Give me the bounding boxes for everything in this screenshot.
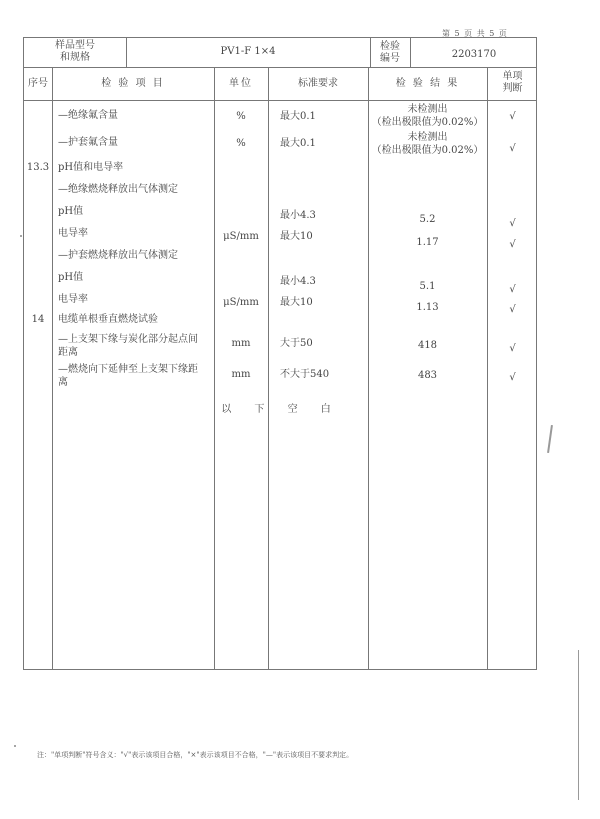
- row-9-item: 电导率: [58, 294, 88, 305]
- row-5-result: 5.2: [419, 214, 436, 225]
- row-1-judge: √: [509, 111, 516, 122]
- report-no-value: 2203170: [451, 49, 497, 60]
- row-3-item: pH值和电导率: [58, 162, 124, 173]
- row-6-standard: 最大10: [280, 231, 313, 242]
- row-2-result: 未检测出: [407, 132, 448, 143]
- row-6-result: 1.17: [416, 237, 439, 248]
- model-label-line1: 样品型号: [55, 40, 95, 51]
- row-12-unit: mm: [231, 369, 251, 380]
- report-no-label-line2: 编号: [380, 53, 400, 64]
- row-7-item: —护套燃烧释放出气体测定: [58, 250, 178, 261]
- row-9-judge: √: [509, 304, 516, 315]
- row-11-item-cont: 距离: [58, 347, 78, 358]
- row-8-item: pH值: [58, 272, 84, 283]
- model-label-line2: 和规格: [60, 52, 90, 63]
- row-9-standard: 最大10: [280, 297, 313, 308]
- model-value: PV1-F 1×4: [220, 46, 276, 57]
- row-8-judge: √: [509, 284, 516, 295]
- row-6-judge: √: [509, 239, 516, 250]
- blank-below-marker: 以 下 空 白: [221, 404, 341, 415]
- row-10-seq: 14: [31, 314, 45, 325]
- row-12-item-cont: 离: [58, 377, 68, 388]
- row-11-item: —上支架下缘与炭化部分起点间: [58, 334, 198, 345]
- report-no-label-line1: 检验: [380, 41, 400, 52]
- scan-mark: [547, 425, 553, 453]
- row-2-standard: 最大0.1: [280, 138, 316, 149]
- scan-speck: [14, 745, 16, 747]
- row-2-item: —护套氟含量: [58, 137, 118, 148]
- row-3-seq: 13.3: [26, 162, 50, 173]
- col-unit: 单位: [229, 78, 253, 89]
- row-12-item: —燃烧向下延伸至上支架下缘距: [58, 364, 198, 375]
- row-11-standard: 大于50: [280, 338, 313, 349]
- row-6-unit: μS/mm: [223, 231, 259, 242]
- row-1-result-detail: （检出极限值为0.02%）: [371, 117, 484, 128]
- footnote: 注："单项判断"符号含义："√"表示该项目合格，"×"表示该项目不合格，"—"表示该项目不要求判定。: [37, 751, 354, 759]
- scan-edge-line: [578, 650, 579, 800]
- row-1-item: —绝缘氟含量: [58, 110, 118, 121]
- row-8-result: 5.1: [419, 281, 436, 292]
- row-11-unit: mm: [231, 338, 251, 349]
- col-result: 检 验 结 果: [395, 78, 460, 89]
- row-5-standard: 最小4.3: [280, 210, 316, 221]
- row-1-unit: %: [236, 111, 246, 122]
- row-6-item: 电导率: [58, 228, 88, 239]
- col-seq: 序号: [28, 78, 48, 89]
- col-item: 检 验 项 目: [101, 78, 165, 89]
- row-2-unit: %: [236, 138, 246, 149]
- row-10-item: 电缆单根垂直燃烧试验: [58, 314, 158, 325]
- row-4-item: —绝缘燃烧释放出气体测定: [58, 184, 178, 195]
- row-1-result: 未检测出: [407, 104, 448, 115]
- row-2-result-detail: （检出极限值为0.02%）: [371, 145, 484, 156]
- row-8-standard: 最小4.3: [280, 276, 316, 287]
- sample-header: [23, 37, 537, 67]
- row-1-standard: 最大0.1: [280, 111, 316, 122]
- row-11-judge: √: [509, 343, 516, 354]
- col-judge: [487, 68, 538, 100]
- test-results-table: [23, 67, 537, 670]
- col-judge-line1: 单项: [502, 71, 523, 82]
- col-judge-line2: 判断: [502, 83, 523, 94]
- row-9-unit: μS/mm: [223, 297, 259, 308]
- row-2-judge: √: [509, 143, 516, 154]
- row-12-judge: √: [509, 372, 516, 383]
- row-11-result: 418: [417, 340, 438, 351]
- scan-speck: [20, 235, 22, 237]
- page-indicator: 第 5 页 共 5 页: [442, 29, 508, 38]
- row-5-item: pH值: [58, 206, 84, 217]
- row-12-standard: 不大于540: [280, 369, 330, 380]
- col-standard: 标准要求: [298, 78, 338, 89]
- row-5-judge: √: [509, 218, 516, 229]
- row-12-result: 483: [417, 370, 438, 381]
- row-9-result: 1.13: [416, 302, 439, 313]
